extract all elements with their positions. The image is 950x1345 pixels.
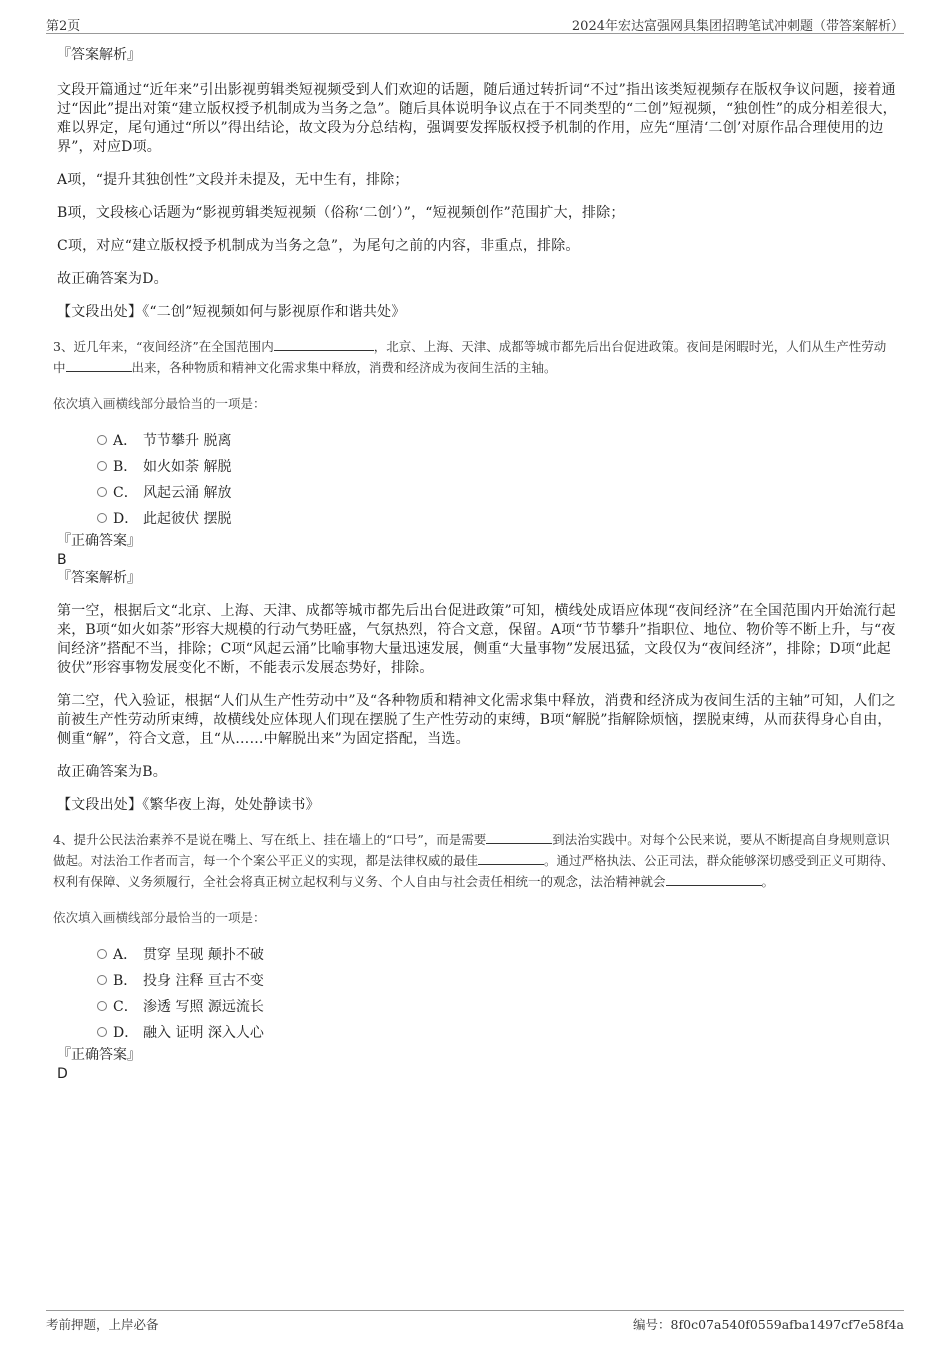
document-id: 编号：8f0c07a540f0559afba1497cf7e58f4a [633,1317,904,1332]
q4-options [97,942,897,1046]
q2-analysis-option-b: B项，文段核心话题为“影视剪辑类短视频（俗称‘二创’）”，“短视频创作”范围扩大，排除； [57,205,625,221]
radio-icon[interactable] [97,461,107,471]
page-header [46,13,904,34]
q3-options [97,428,897,532]
q2-analysis-tag: 『答案解析』 [57,47,141,63]
radio-icon[interactable] [97,1027,107,1037]
q3-instruction: 依次填入画横线部分最恰当的一项是： [53,396,266,411]
page-number: 第2页 [46,19,81,34]
q3-conclusion: 故正确答案为B。 [57,764,167,780]
q4-blank-3 [666,871,762,886]
q3-option-b[interactable]: B． 如火如荼 解脱 [97,454,897,480]
q4-correct-answer: D [57,1066,68,1082]
q3-analysis-paragraph-1: 第一空，根据后文“北京、上海、天津、成都等城市都先后出台促进政策”可知，横线处成语应体现“夜间经济”在全国范围内开始流行起来，B项“如火如荼”形容大规模的行动气势旺盛，气氛热烈，符合文意，保留。A项“节节攀升”指职位、地位、物价等不断上升，与“夜间经济”搭配不当，排除；C项“风起云涌”比喻事物大量迅速发展，侧重“大量事物”发展迅猛，文段仅为“夜间经济”，排除；D项“此起彼伏”形容事物发展变化不断，不能表示发展态势好，排除。 [57,603,896,676]
q3-source: 【文段出处】《繁华夜上海，处处静读书》 [57,797,320,813]
document-body [53,46,897,1083]
q3-analysis-tag: 『答案解析』 [57,570,141,586]
radio-icon[interactable] [97,975,107,985]
q3-correct-tag: 『正确答案』 [57,533,141,549]
q3-blank-2 [66,357,132,372]
q4-option-b[interactable]: B． 投身 注释 亘古不变 [97,968,897,994]
q4-stem: 4、提升公民法治素养不是说在嘴上、写在纸上、挂在墙上的“口号”，而是需要 到法治实践中。对每个公民来说，要从不断提高自身规则意识做起。对法治工作者而言，每一个个案公平正义的实现，都是法律权威的最佳 。通过严格执法、公正司法，群众能够深切感受到正义可期待、权利有保障、义务须履行，全社会将真正树立起权利与义务、个人自由与社会责任相统一的观念，法治精神就会 。 [53,829,897,892]
q4-option-a[interactable]: A． 贯穿 呈现 颠扑不破 [97,942,897,968]
radio-icon[interactable] [97,949,107,959]
page-footer [46,1310,904,1333]
q3-analysis-paragraph-2: 第二空，代入验证，根据“人们从生产性劳动中”及“各种物质和精神文化需求集中释放，消费和经济成为夜间生活的主轴”可知，人们之前被生产性劳动所束缚，故横线处应体现人们现在摆脱了生产性劳动的束缚，B项“解脱”指解除烦恼，摆脱束缚，从而获得身心自由，侧重“解”，符合文意，且“从……中解脱出来”为固定搭配，当选。 [57,693,896,747]
q3-option-c[interactable]: C． 风起云涌 解放 [97,480,897,506]
q3-stem: 3、近几年来，“夜间经济”在全国范围内 ，北京、上海、天津、成都等城市都先后出台促进政策。夜间是闲暇时光，人们从生产性劳动中 出来，各种物质和精神文化需求集中释放，消费和经济成为夜间生活的主轴。 [53,336,897,378]
q4-correct-tag: 『正确答案』 [57,1047,141,1063]
q2-source: 【文段出处】《“二创”短视频如何与影视原作和谐共处》 [57,304,406,320]
q3-correct-answer: B [57,552,67,568]
q3-blank-1 [274,336,374,351]
q2-analysis-paragraph: 文段开篇通过“近年来”引出影视剪辑类短视频受到人们欢迎的话题，随后通过转折词“不过”指出该类短视频存在版权争议问题，接着通过“因此”提出对策“建立版权授予机制成为当务之急”。随后具体说明争议点在于不同类型的“二创”短视频，“独创性”的成分相差很大，难以界定，尾句通过“所以”得出结论，故文段为分总结构，强调要发挥版权授予机制的作用，应先“厘清‘二创’对原作品合理使用的边界”，对应D项。 [57,82,897,155]
q3-option-a[interactable]: A． 节节攀升 脱离 [97,428,897,454]
q2-analysis-option-a: A项，“提升其独创性”文段并未提及，无中生有，排除； [57,172,409,188]
q4-option-d[interactable]: D． 融入 证明 深入人心 [97,1020,897,1046]
q4-instruction: 依次填入画横线部分最恰当的一项是： [53,910,266,925]
q3-option-d[interactable]: D． 此起彼伏 摆脱 [97,506,897,532]
q2-conclusion: 故正确答案为D。 [57,271,168,287]
footer-slogan: 考前押题，上岸必备 [46,1317,159,1332]
radio-icon[interactable] [97,1001,107,1011]
q2-analysis-option-c: C项，对应“建立版权授予机制成为当务之急”，为尾句之前的内容，非重点，排除。 [57,238,580,254]
radio-icon[interactable] [97,487,107,497]
q4-blank-1 [486,829,552,844]
document-title: 2024年宏达富强网具集团招聘笔试冲刺题（带答案解析） [571,19,904,34]
q4-blank-2 [478,850,544,865]
radio-icon[interactable] [97,435,107,445]
radio-icon[interactable] [97,513,107,523]
q4-option-c[interactable]: C． 渗透 写照 源远流长 [97,994,897,1020]
